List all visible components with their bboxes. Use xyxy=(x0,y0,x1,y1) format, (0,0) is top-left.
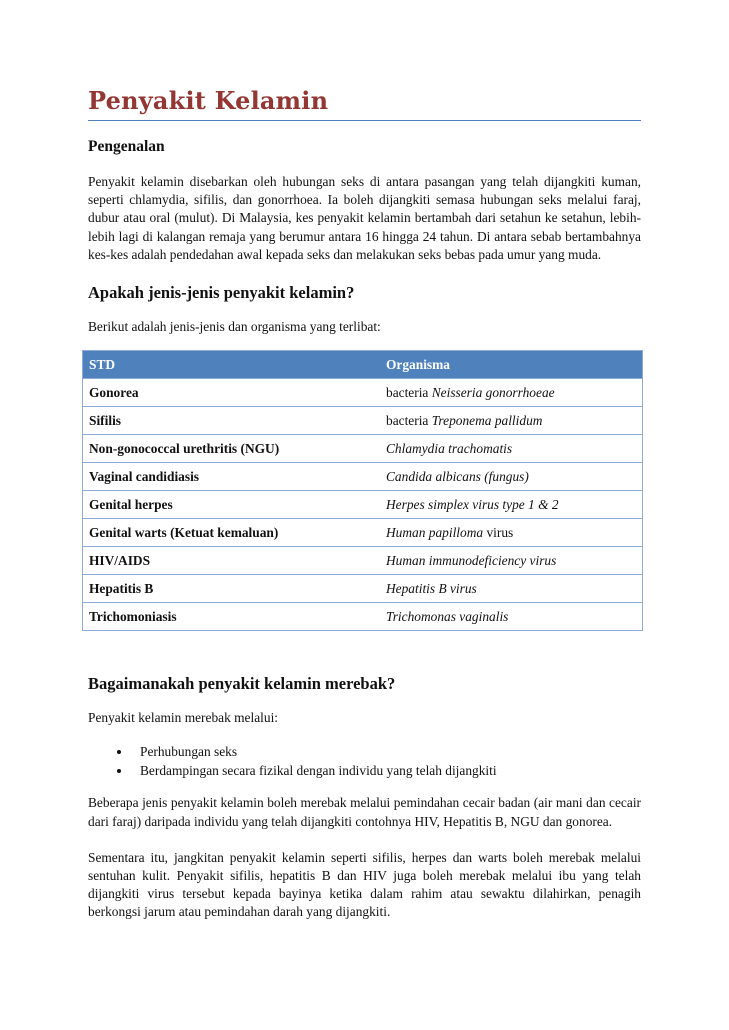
table-row xyxy=(83,407,643,435)
std-name-cell: Hepatitis B xyxy=(83,575,381,603)
organism-name: Neisseria gonorrhoeae xyxy=(431,384,555,400)
organism-name: Treponema pallidum xyxy=(431,412,543,428)
page-title: Penyakit Kelamin xyxy=(88,86,329,115)
table-row xyxy=(83,379,643,407)
spread-list xyxy=(88,743,641,780)
spread-heading: Bagaimanakah penyakit kelamin merebak? xyxy=(88,674,396,694)
table-body xyxy=(83,379,643,631)
organism-name: Candida albicans (fungus) xyxy=(386,468,529,484)
organism-cell xyxy=(380,575,643,603)
organism-cell xyxy=(380,407,643,435)
organism-name: Human immunodeficiency virus xyxy=(386,552,557,568)
table-row xyxy=(83,491,643,519)
organism-cell xyxy=(380,379,643,407)
organism-name: Human papilloma xyxy=(386,524,484,540)
std-name-cell: Genital warts (Ketuat kemaluan) xyxy=(83,519,381,547)
std-name-cell: Gonorea xyxy=(83,379,381,407)
types-heading: Apakah jenis-jenis penyakit kelamin? xyxy=(88,283,355,303)
organism-name: Chlamydia trachomatis xyxy=(386,440,513,456)
intro-heading: Pengenalan xyxy=(88,138,165,155)
organism-prefix: bacteria xyxy=(386,412,432,428)
table-row xyxy=(83,519,643,547)
title-rule xyxy=(88,120,641,121)
table-row xyxy=(83,575,643,603)
std-name-cell: Sifilis xyxy=(83,407,381,435)
table-row xyxy=(83,435,643,463)
spread-lead: Penyakit kelamin merebak melalui: xyxy=(88,710,279,726)
skin-paragraph: Sementara itu, jangkitan penyakit kelamin seperti sifilis, herpes dan warts boleh merebak melalui sentuhan kulit. Penyakit sifilis, hepatitis B dan HIV juga boleh merebak melalui ibu yang telah dijangkiti virus tersebut kepada bayinya ketika dalam rahim atau sewaktu dilahirkan, penagih berkongsi jarum atau pemindahan darah yang dijangkiti. xyxy=(88,849,641,920)
std-table xyxy=(82,350,643,631)
organism-name: Trichomonas vaginalis xyxy=(386,608,509,624)
table-row xyxy=(83,547,643,575)
types-lead: Berikut adalah jenis-jenis dan organisma yang terlibat: xyxy=(88,319,381,335)
std-name-cell: Non-gonococcal urethritis (NGU) xyxy=(83,435,381,463)
organism-prefix: bacteria xyxy=(386,384,432,400)
list-item: • Perhubungan seks xyxy=(132,743,641,762)
table-row xyxy=(83,603,643,631)
std-name-cell: Trichomoniasis xyxy=(83,603,381,631)
std-name-cell: HIV/AIDS xyxy=(83,547,381,575)
organism-cell xyxy=(380,491,643,519)
organism-cell xyxy=(380,519,643,547)
organism-cell xyxy=(380,463,643,491)
intro-paragraph: Penyakit kelamin disebarkan oleh hubungan seks di antara pasangan yang telah dijangkiti kuman, seperti chlamydia, sifilis, dan gonorrhoea. Ia boleh dijangkiti semasa hubungan seks melalui faraj, dubur atau oral (mulut). Di Malaysia, kes penyakit kelamin bertambah dari setahun ke setahun, lebih-lebih lagi di kalangan remaja yang berumur antara 16 hingga 24 tahun. Di antara sebab bertambahnya kes-kes adalah pendedahan awal kepada seks dan melakukan seks bebas pada umur yang muda. xyxy=(88,174,641,262)
organism-cell xyxy=(380,603,643,631)
list-item: • Berdampingan secara fizikal dengan individu yang telah dijangkiti xyxy=(132,762,641,781)
fluids-paragraph: Beberapa jenis penyakit kelamin boleh merebak melalui pemindahan cecair badan (air mani dan cecair dari faraj) daripada individu yang telah dijangkiti contohnya HIV, Hepatitis B, NGU dan gonorea. xyxy=(88,795,641,829)
header-organisma: Organisma xyxy=(380,351,643,379)
std-name-cell: Vaginal candidiasis xyxy=(83,463,381,491)
organism-cell xyxy=(380,547,643,575)
table-header-row xyxy=(83,351,643,379)
organism-cell xyxy=(380,435,643,463)
organism-name: Herpes simplex virus type 1 & 2 xyxy=(386,496,559,512)
document-page xyxy=(88,84,641,922)
std-name-cell: Genital herpes xyxy=(83,491,381,519)
organism-name: Hepatitis B virus xyxy=(386,580,477,596)
table-row xyxy=(83,463,643,491)
header-std: STD xyxy=(83,351,381,379)
organism-suffix: virus xyxy=(483,524,514,540)
